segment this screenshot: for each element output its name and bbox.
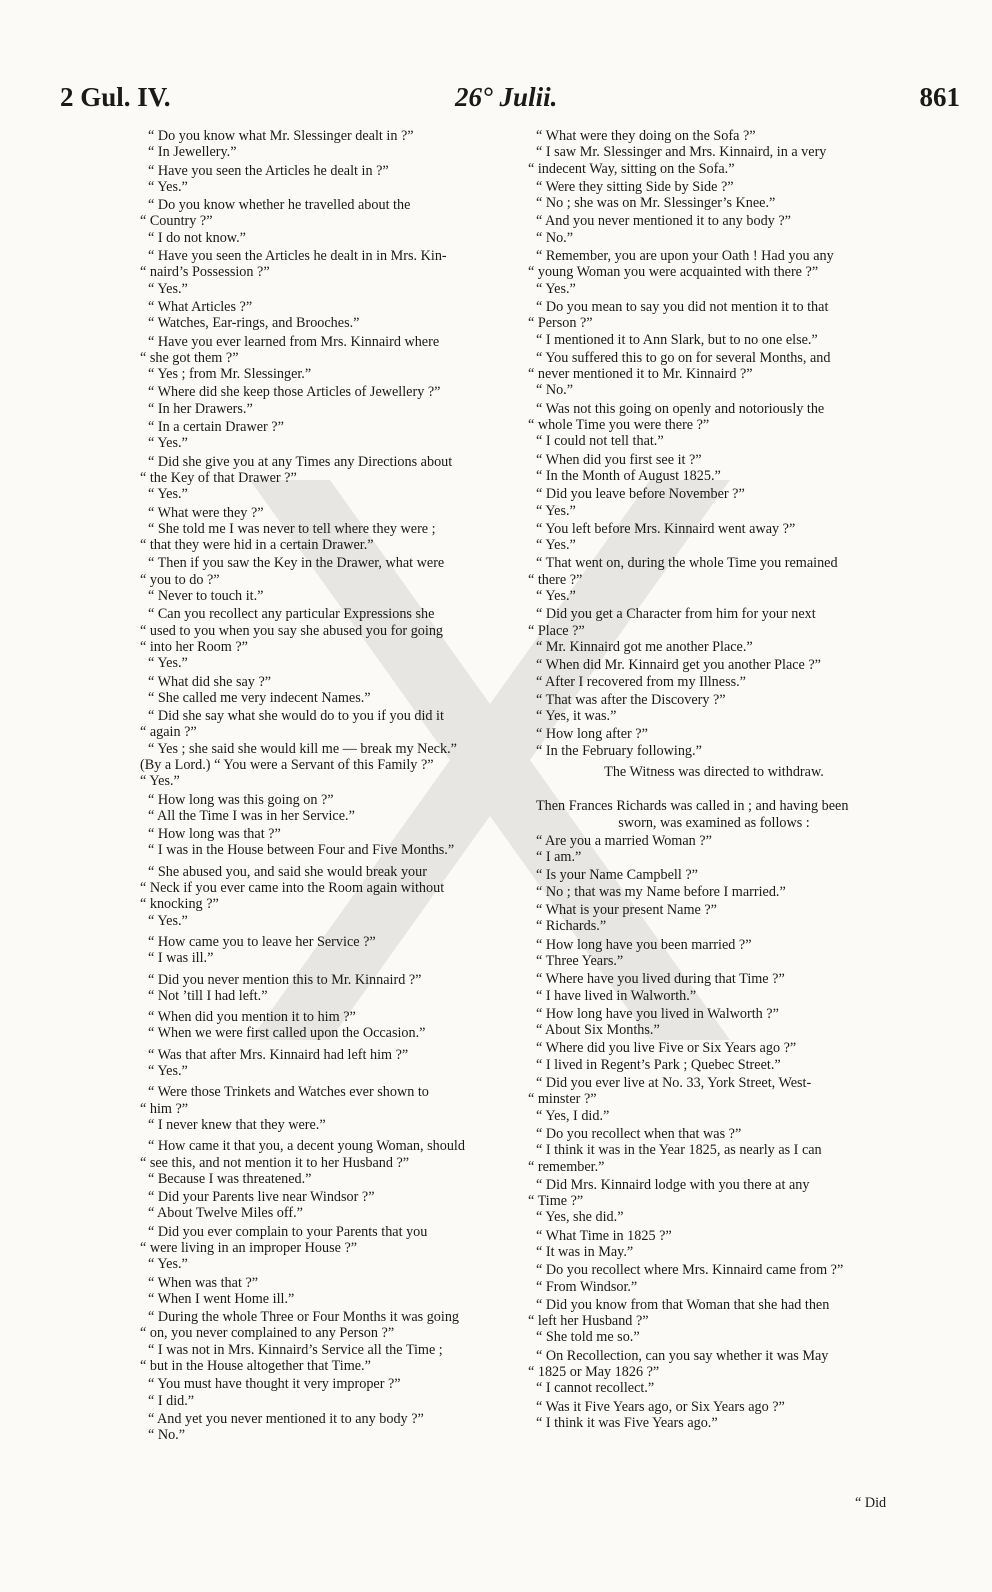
- text-line: “ Yes.”: [536, 588, 576, 605]
- text-line: “ I never knew that they were.”: [148, 1116, 326, 1133]
- text-line: “ Mr. Kinnaird got me another Place.”: [536, 638, 753, 655]
- text-line: “ Was not this going on openly and notoriously the: [536, 400, 825, 417]
- text-line: “ there ?”: [528, 571, 583, 588]
- text-line: “ Was that after Mrs. Kinnaird had left him ?”: [148, 1046, 409, 1063]
- text-line: “ Yes ; from Mr. Slessinger.”: [148, 366, 312, 383]
- text-line: “ Person ?”: [528, 315, 593, 332]
- text-line: “ Three Years.”: [536, 952, 624, 969]
- text-line: “ What Time in 1825 ?”: [536, 1227, 672, 1244]
- text-line: “ Yes.”: [140, 773, 180, 790]
- text-line: “ Yes.”: [536, 280, 576, 297]
- text-line: “ What were they doing on the Sofa ?”: [536, 128, 756, 144]
- text-line: The Witness was directed to withdraw.: [604, 763, 824, 780]
- text-line: “ What did she say ?”: [148, 673, 272, 690]
- text-line: “ young Woman you were acquainted with there ?”: [528, 264, 819, 281]
- text-line: “ Is your Name Campbell ?”: [536, 867, 698, 884]
- text-line: “ Yes.”: [148, 1256, 188, 1273]
- text-line: “ minster ?”: [528, 1091, 597, 1108]
- text-line: “ Yes, it was.”: [536, 708, 617, 725]
- text-line: “ Because I was threatened.”: [148, 1170, 312, 1187]
- right-column: [528, 128, 900, 1431]
- text-line: “ I mentioned it to Ann Slark, but to no one else.”: [536, 331, 818, 348]
- text-line: “ What is your present Name ?”: [536, 902, 717, 919]
- text-line: “ All the Time I was in her Service.”: [148, 807, 355, 824]
- text-line: “ You suffered this to go on for several Months, and: [536, 349, 831, 366]
- text-line: “ Yes ; she said she would kill me — break my Neck.”: [148, 740, 457, 757]
- text-line: “ Yes, I did.”: [536, 1107, 610, 1124]
- text-line: “ Watches, Ear-rings, and Brooches.”: [148, 315, 360, 332]
- text-line: “ What were they ?”: [148, 504, 264, 521]
- text-line: “ Then if you saw the Key in the Drawer, what were: [148, 555, 445, 572]
- text-line: “ I did.”: [148, 1392, 195, 1409]
- text-line: “ Yes.”: [148, 912, 188, 929]
- text-line: “ That was after the Discovery ?”: [536, 691, 726, 708]
- text-line: “ In the Month of August 1825.”: [536, 467, 721, 484]
- text-line: “ In Jewellery.”: [148, 144, 237, 161]
- text-line: “ How long have you been married ?”: [536, 936, 752, 953]
- text-line: “ When we were first called upon the Occasion.”: [148, 1025, 426, 1042]
- text-line: “ From Windsor.”: [536, 1278, 638, 1295]
- text-line: “ When did Mr. Kinnaird get you another Place ?”: [536, 657, 821, 674]
- text-line: “ Yes.”: [148, 486, 188, 503]
- text-line: “ You left before Mrs. Kinnaird went away ?”: [536, 520, 796, 537]
- text-line: “ When was that ?”: [148, 1274, 259, 1291]
- text-line: “ on, you never complained to any Person ?”: [140, 1325, 395, 1342]
- text-line: “ I am.”: [536, 849, 582, 866]
- text-line: “ I do not know.”: [148, 229, 246, 246]
- text-line: “ I was ill.”: [148, 950, 214, 967]
- text-line: “ knocking ?”: [140, 896, 219, 913]
- text-line: “ 1825 or May 1826 ?”: [528, 1364, 660, 1381]
- text-line: “ She told me so.”: [536, 1329, 640, 1346]
- text-line: “ What Articles ?”: [148, 298, 253, 315]
- text-line: “ Richards.”: [536, 918, 607, 935]
- text-line: “ About Six Months.”: [536, 1022, 660, 1039]
- text-line: “ Time ?”: [528, 1193, 584, 1210]
- text-line: “ left her Husband ?”: [528, 1313, 649, 1330]
- text-line: “ I think it was in the Year 1825, as nearly as I can: [536, 1142, 822, 1159]
- text-line: “ Did she say what she would do to you if you did it: [148, 708, 444, 725]
- text-line: “ Were they sitting Side by Side ?”: [536, 178, 734, 195]
- text-line: “ And yet you never mentioned it to any body ?”: [148, 1410, 424, 1427]
- text-line: “ Did you know from that Woman that she had then: [536, 1296, 830, 1313]
- text-line: “ Where did you live Five or Six Years ago ?”: [536, 1040, 797, 1057]
- text-line: “ you to do ?”: [140, 571, 220, 588]
- regnal-year: 2 Gul. IV.: [60, 82, 171, 112]
- text-line: “ Do you know whether he travelled about the: [148, 197, 411, 214]
- text-line: “ Did you leave before November ?”: [536, 486, 745, 503]
- text-line: “ Did Mrs. Kinnaird lodge with you there at any: [536, 1176, 810, 1193]
- text-line: “ I saw Mr. Slessinger and Mrs. Kinnaird, in a very: [536, 144, 827, 161]
- text-line: (By a Lord.) “ You were a Servant of this Family ?”: [140, 756, 434, 773]
- text-line: Then Frances Richards was called in ; and having been: [536, 798, 849, 815]
- text-line: “ Were those Trinkets and Watches ever shown to: [148, 1084, 429, 1101]
- text-line: “ When I went Home ill.”: [148, 1290, 295, 1307]
- text-line: “ Do you know what Mr. Slessinger dealt in ?”: [148, 128, 414, 144]
- text-line: “ That went on, during the whole Time you remained: [536, 555, 838, 572]
- text-line: “ I cannot recollect.”: [536, 1380, 655, 1397]
- text-line: “ How came it that you, a decent young Woman, should: [148, 1138, 465, 1155]
- text-line: “ I could not tell that.”: [536, 433, 664, 450]
- text-line: “ When did you mention it to him ?”: [148, 1009, 356, 1026]
- text-line: “ I was not in Mrs. Kinnaird’s Service all the Time ;: [148, 1341, 443, 1358]
- text-line: “ Where have you lived during that Time ?”: [536, 971, 785, 988]
- text-line: “ I lived in Regent’s Park ; Quebec Street.”: [536, 1056, 781, 1073]
- text-line: “ Neck if you ever came into the Room again without: [140, 880, 445, 897]
- text-line: “ but in the House altogether that Time.”: [140, 1358, 371, 1375]
- catchword: “ Did: [855, 1495, 887, 1511]
- text-line: “ Was it Five Years ago, or Six Years ago ?”: [536, 1398, 785, 1415]
- text-line: “ Remember, you are upon your Oath ! Had you any: [536, 248, 834, 265]
- text-line: “ I have lived in Walworth.”: [536, 987, 697, 1004]
- text-line: “ Have you seen the Articles he dealt in in Mrs. Kin-: [148, 248, 447, 265]
- text-line: “ Place ?”: [528, 622, 585, 639]
- text-line: “ Not ’till I had left.”: [148, 987, 268, 1004]
- text-line: “ naird’s Possession ?”: [140, 264, 270, 281]
- text-line: “ About Twelve Miles off.”: [148, 1205, 303, 1222]
- text-line: “ Did your Parents live near Windsor ?”: [148, 1189, 375, 1206]
- text-line: “ After I recovered from my Illness.”: [536, 673, 746, 690]
- text-line: “ Have you seen the Articles he dealt in ?”: [148, 162, 389, 179]
- text-line: “ You must have thought it very improper ?”: [148, 1376, 401, 1393]
- text-line: “ Where did she keep those Articles of Jewellery ?”: [148, 384, 441, 401]
- text-line: “ Yes.”: [148, 178, 188, 195]
- text-line: “ that they were hid in a certain Drawer.”: [140, 537, 374, 554]
- text-line: “ she got them ?”: [140, 349, 239, 366]
- text-line: “ Never to touch it.”: [148, 588, 264, 605]
- page-number: 861: [919, 82, 960, 112]
- text-line: “ Have you ever learned from Mrs. Kinnaird where: [148, 333, 440, 350]
- text-line: “ How long was that ?”: [148, 826, 281, 843]
- text-line: “ I was in the House between Four and Five Months.”: [148, 842, 455, 859]
- text-line: “ No.”: [536, 382, 574, 399]
- text-line: “ into her Room ?”: [140, 638, 248, 655]
- text-line: “ Yes.”: [148, 1063, 188, 1080]
- text-line: “ No ; she was on Mr. Slessinger’s Knee.”: [536, 195, 776, 212]
- text-line: “ How long have you lived in Walworth ?”: [536, 1005, 779, 1022]
- text-line: “ No ; that was my Name before I married.”: [536, 883, 786, 900]
- text-line: “ Yes.”: [148, 435, 188, 452]
- text-line: “ Do you recollect where Mrs. Kinnaird came from ?”: [536, 1262, 844, 1279]
- page-header: [60, 82, 960, 122]
- text-line: “ used to you when you say she abused you for going: [140, 622, 444, 639]
- text-line: “ How came you to leave her Service ?”: [148, 933, 376, 950]
- date-heading: 26° Julii.: [455, 82, 558, 112]
- text-line: “ She abused you, and said she would break your: [148, 863, 427, 880]
- text-line: “ Yes.”: [536, 537, 576, 554]
- text-line: “ Did you never mention this to Mr. Kinnaird ?”: [148, 971, 422, 988]
- text-line: “ indecent Way, sitting on the Sofa.”: [528, 160, 735, 177]
- text-line: “ Do you mean to say you did not mention it to that: [536, 298, 829, 315]
- left-column: [140, 128, 512, 1444]
- text-line: “ see this, and not mention it to her Husband ?”: [140, 1154, 410, 1171]
- text-line: “ never mentioned it to Mr. Kinnaird ?”: [528, 366, 753, 383]
- text-line: “ Do you recollect when that was ?”: [536, 1125, 742, 1142]
- text-line: “ Yes.”: [148, 655, 188, 672]
- text-line: “ When did you first see it ?”: [536, 451, 702, 468]
- text-line: “ whole Time you were there ?”: [528, 417, 710, 434]
- text-line: “ No.”: [148, 1427, 186, 1444]
- text-line: “ Country ?”: [140, 213, 213, 230]
- text-line: “ In a certain Drawer ?”: [148, 419, 284, 436]
- text-line: “ Did she give you at any Times any Directions about: [148, 453, 453, 470]
- text-line: “ Are you a married Woman ?”: [536, 832, 712, 849]
- text-line: “ Did you ever live at No. 33, York Street, West-: [536, 1075, 812, 1092]
- text-line: “ How long was this going on ?”: [148, 791, 334, 808]
- text-line: “ During the whole Three or Four Months it was going: [148, 1309, 460, 1326]
- text-line: “ Did you get a Character from him for your next: [536, 606, 816, 623]
- text-line: “ In the February following.”: [536, 742, 702, 759]
- text-line: “ Yes.”: [148, 280, 188, 297]
- text-line: “ She called me very indecent Names.”: [148, 689, 371, 706]
- text-line: “ On Recollection, can you say whether it was May: [536, 1347, 829, 1364]
- text-line: “ I think it was Five Years ago.”: [536, 1414, 718, 1431]
- text-line: “ Did you ever complain to your Parents that you: [148, 1223, 428, 1240]
- text-line: “ She told me I was never to tell where they were ;: [148, 520, 436, 537]
- text-line: “ In her Drawers.”: [148, 400, 253, 417]
- text-line: “ Yes, she did.”: [536, 1209, 624, 1226]
- text-line: “ How long after ?”: [536, 726, 648, 743]
- text-line: “ remember.”: [528, 1158, 605, 1175]
- text-line: “ No.”: [536, 229, 574, 246]
- text-line: “ again ?”: [140, 724, 197, 741]
- text-line: “ him ?”: [140, 1100, 189, 1117]
- text-line: “ Yes.”: [536, 502, 576, 519]
- text-line: “ were living in an improper House ?”: [140, 1240, 358, 1256]
- text-line: sworn, was examined as follows :: [618, 814, 810, 831]
- text-line: “ It was in May.”: [536, 1244, 634, 1260]
- text-line: “ Can you recollect any particular Expressions she: [148, 606, 435, 623]
- text-line: “ the Key of that Drawer ?”: [140, 469, 297, 486]
- text-line: “ And you never mentioned it to any body ?”: [536, 213, 791, 230]
